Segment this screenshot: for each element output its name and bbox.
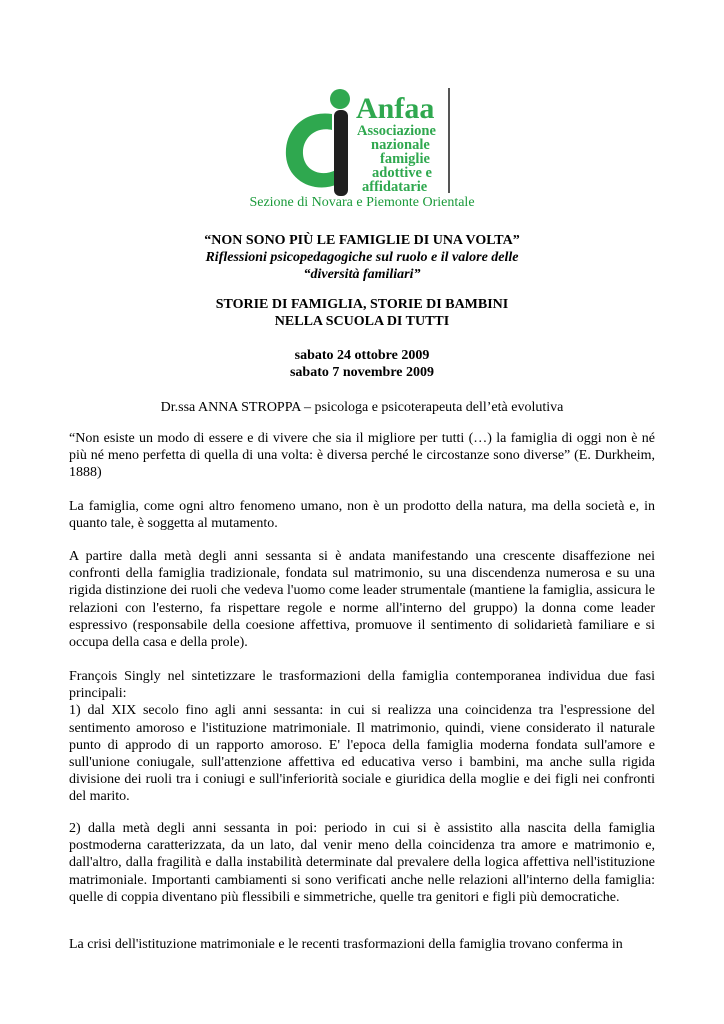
logo-divider [448,88,450,193]
paragraph-3 [69,668,655,806]
logo-line-1: Associazione [357,123,436,139]
heading-line-2: NELLA SCUOLA DI TUTTI [274,314,450,329]
logo-dot-shape [330,89,350,109]
logo-name: Anfaa [356,92,435,125]
paragraph-4-text: 2) dalla metà degli anni sessanta in poi: periodo in cui si è assistito alla nascita della famiglia postmoderna caratterizzata, da un lato, dal venir meno della coincidenza tra amore e matrimonio e, dall'altro, dalla fragilità e dalla instabilità determinate dal prevalere della logica affettiva nell'istituzione matrimoniale. Importanti cambiamenti si sono verificati anche nelle relazioni all'interno della famiglia: quelle di coppia diventano più flessibili e simmetriche, quelle tra genitori e figli più democratiche. [69,821,655,905]
quote-paragraph [69,430,655,482]
paragraph-5 [69,936,655,953]
paragraph-3-intro: François Singly nel sintetizzare le trasformazioni della famiglia contemporanea individua due fasi principali: [69,669,655,702]
author-line: Dr.ssa ANNA STROPPA – psicologa e psicoterapeuta dell’età evolutiva [160,400,564,415]
paragraph-1 [69,498,655,532]
logo-line-3: famiglie [380,151,430,167]
date-2: sabato 7 novembre 2009 [289,365,435,380]
paragraph-2-text: A partire dalla metà degli anni sessanta si è andata manifestando una crescente disaffezione nei confronti della famiglia tradizionale, fondata sul matrimonio, su una discendenza numerosa e su una rigida distinzione dei ruoli che vedeva l'uomo come leader strumentale (mantiene la famiglia, assicura le relazioni con l'esterno, fa rispettare regole e norme all'interno del gruppo) la donna come leader espressivo (responsabile della coesione affettiva, promuove il sentimento di solidarietà familiare e si occupa della casa e della prole). [69,549,655,651]
quote-text: “Non esiste un modo di essere e di vivere che sia il migliore per tutti (…) la famiglia di oggi non è né più né meno perfetta di quella di una volta: è diversa perché le circostanze sono diverse” (E. Durkheim, 1888) [69,431,655,481]
subtitle-line-1: Riflessioni psicopedagogiche sul ruolo e il valore delle [205,250,519,265]
sezione-label: Sezione di Novara e Piemonte Orientale [249,195,475,210]
logo-line-5: affidatarie [362,179,428,195]
paragraph-3-item-1: 1) dal XIX secolo fino agli anni sessanta: in cui si realizza una coincidenza tra l'espressione del sentimento amoroso e l'istituzione matrimoniale. Il matrimonio, quindi, viene considerato il naturale punto di approdo di un rapporto amoroso. E' l'epoca della famiglia moderna fondata sull'amore e sull'unione coniugale, sull'attenzione affettiva ed educativa verso i bambini, ma anche sulla rigida divisione dei ruoli tra i coniugi e sull'inferiorità sociale e giuridica della moglie e dei figli nei confronti del marito. [69,703,655,805]
logo-line-2: nazionale [371,137,430,153]
anfaa-logo [276,86,454,196]
logo-line-4: adottive e [372,165,432,181]
date-1: sabato 24 ottobre 2009 [294,348,430,363]
paragraph-4 [69,820,655,906]
logo-stem-shape [334,110,348,196]
paragraph-2 [69,548,655,651]
subtitle-line-2: “diversità familiari” [303,267,421,282]
paragraph-5-text: La crisi dell'istituzione matrimoniale e le recenti trasformazioni della famiglia trovano conferma in [69,937,623,952]
heading-line-1: STORIE DI FAMIGLIA, STORIE DI BAMBINI [215,297,509,312]
document-title: “NON SONO PIÙ LE FAMIGLIE DI UNA VOLTA” [204,233,520,248]
logo-ring-shape [286,113,338,187]
paragraph-1-text: La famiglia, come ogni altro fenomeno umano, non è un prodotto della natura, ma della società e, in quanto tale, è soggetta al mutamento. [69,499,655,532]
